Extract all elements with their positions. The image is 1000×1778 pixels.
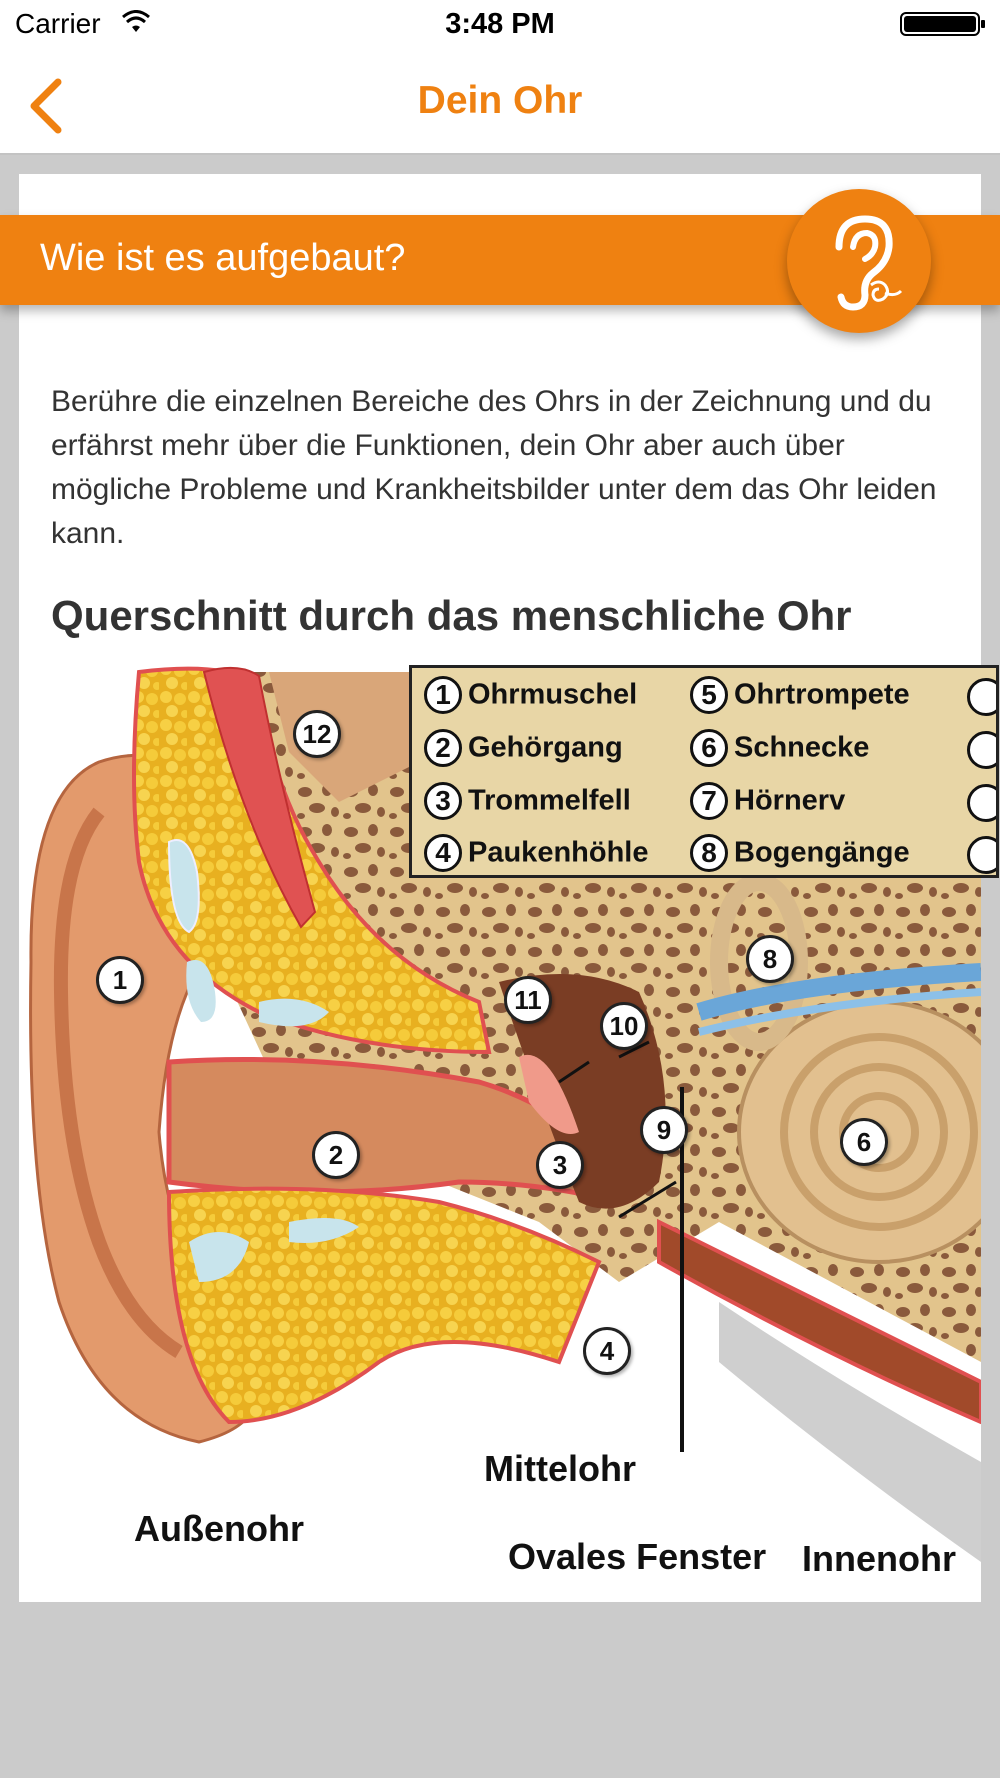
legend-number-cropped: [967, 836, 999, 874]
ear-part-marker-8[interactable]: 8: [746, 935, 794, 983]
legend-number: 7: [690, 782, 728, 820]
legend-label: Ohrmuschel: [468, 678, 638, 711]
region-label-mittelohr: Mittelohr: [484, 1448, 636, 1489]
region-label-ovales-fenster: Ovales Fenster: [508, 1536, 767, 1577]
battery-icon: [900, 12, 986, 36]
status-time: 3:48 PM: [445, 8, 555, 40]
legend-number: 5: [690, 676, 728, 714]
section-title: Wie ist es aufgebaut?: [40, 237, 406, 279]
legend-number: 2: [424, 729, 462, 767]
region-label-innenohr: Innenohr: [802, 1538, 956, 1579]
legend-number-cropped: [967, 731, 999, 769]
legend-label: Paukenhöhle: [468, 836, 649, 869]
legend-item[interactable]: [690, 676, 910, 714]
figure-legend: [409, 665, 999, 878]
ear-part-marker-1[interactable]: 1: [96, 956, 144, 1004]
legend-item[interactable]: [424, 729, 623, 767]
ear-part-marker-3[interactable]: 3: [536, 1141, 584, 1189]
ear-part-marker-10[interactable]: 10: [600, 1002, 648, 1050]
intro-text: Berühre die einzelnen Bereiche des Ohrs in der Zeichnung und du erfährst mehr über die Funktionen, dein Ohr aber auch über mögliche Probleme und Krankheitsbilder unter dem das Ohr leiden kann.: [51, 385, 937, 550]
legend-number: 8: [690, 834, 728, 872]
legend-item[interactable]: [424, 782, 631, 820]
ear-icon: [787, 189, 931, 333]
ear-part-marker-2[interactable]: 2: [312, 1131, 360, 1179]
legend-number: 3: [424, 782, 462, 820]
ear-part-marker-12[interactable]: 12: [293, 710, 341, 758]
legend-item[interactable]: [690, 834, 910, 872]
region-label-aussenohr: Außenohr: [134, 1508, 304, 1549]
ear-part-marker-6[interactable]: 6: [840, 1118, 888, 1166]
ear-part-marker-11[interactable]: 11: [504, 976, 552, 1024]
legend-item[interactable]: [424, 834, 649, 872]
page-title: Dein Ohr: [417, 79, 583, 122]
legend-label: Schnecke: [734, 731, 870, 764]
figure-heading: Querschnitt durch das menschliche Ohr: [51, 592, 852, 639]
legend-label: Hörnerv: [734, 784, 846, 817]
legend-item[interactable]: [690, 729, 869, 767]
legend-item[interactable]: [424, 676, 637, 714]
legend-number-cropped: [967, 678, 999, 716]
ear-badge: [787, 189, 931, 333]
ear-part-marker-4[interactable]: 4: [583, 1327, 631, 1375]
legend-item[interactable]: [690, 782, 845, 820]
legend-label: Trommelfell: [468, 784, 631, 817]
ear-part-marker-9[interactable]: 9: [640, 1106, 688, 1154]
navigation-bar: [0, 50, 1000, 155]
legend-number: 4: [424, 834, 462, 872]
legend-label: Bogengänge: [734, 836, 910, 869]
legend-number: 6: [690, 729, 728, 767]
legend-number-cropped: [967, 784, 999, 822]
carrier-label: Carrier: [15, 8, 101, 39]
legend-number: 1: [424, 676, 462, 714]
status-bar: [0, 0, 1000, 50]
legend-label: Gehörgang: [468, 731, 623, 764]
legend-label: Ohrtrompete: [734, 678, 910, 711]
